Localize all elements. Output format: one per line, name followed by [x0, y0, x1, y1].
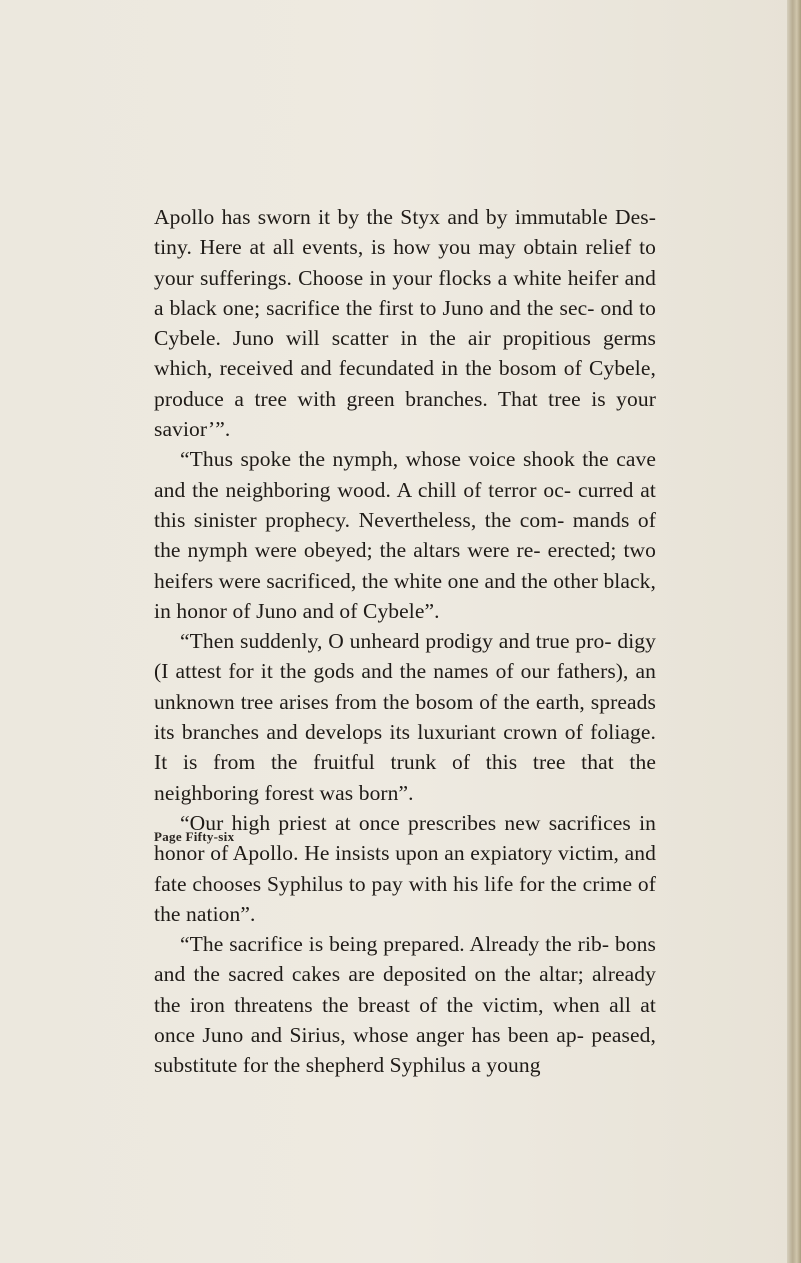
paragraph-3: “Then suddenly, O unheard prodigy and true pro- digy (I attest for it the gods and the names of our fathers), an unknown tree arises from the bosom of the earth, spreads its branches and develops its luxuriant crown of foliage. It is from the fruitful trunk of this tree that the neighboring forest was born”.	[154, 629, 656, 805]
page-edge	[787, 0, 801, 1263]
paragraph-4: “Our high priest at once prescribes new sacrifices in honor of Apollo. He insists upon an expiatory victim, and fate chooses Syphilus to pay with his life for the crime of the nation”.	[154, 810, 656, 926]
page-number-footer: Page Fifty-six	[154, 829, 235, 844]
body-text	[154, 202, 656, 1081]
paragraph-5: “The sacrifice is being prepared. Already the rib- bons and the sacred cakes are deposited on the altar; already the iron threatens the breast of the victim, when all at once Juno and Sirius, whose anger has been ap- peased, substitute for the shepherd Syphilus a young	[154, 932, 656, 1078]
paragraph-2: “Thus spoke the nymph, whose voice shook the cave and the neighboring wood. A chill of terror oc- curred at this sinister prophecy. Nevertheless, the com- mands of the nymph were obeyed; the altars were re- erected; two heifers were sacrificed, the white one and the other black, in honor of Juno and of Cybele”.	[154, 447, 656, 623]
paragraph-1: Apollo has sworn it by the Styx and by immutable Des- tiny. Here at all events, is how you may obtain relief to your sufferings. Choose in your flocks a white heifer and a black one; sacrifice the first to Juno and the sec- ond to Cybele. Juno will scatter in the air propitious germs which, received and fecundated in the bosom of Cybele, produce a tree with green branches. That tree is your savior’”.	[154, 205, 656, 442]
